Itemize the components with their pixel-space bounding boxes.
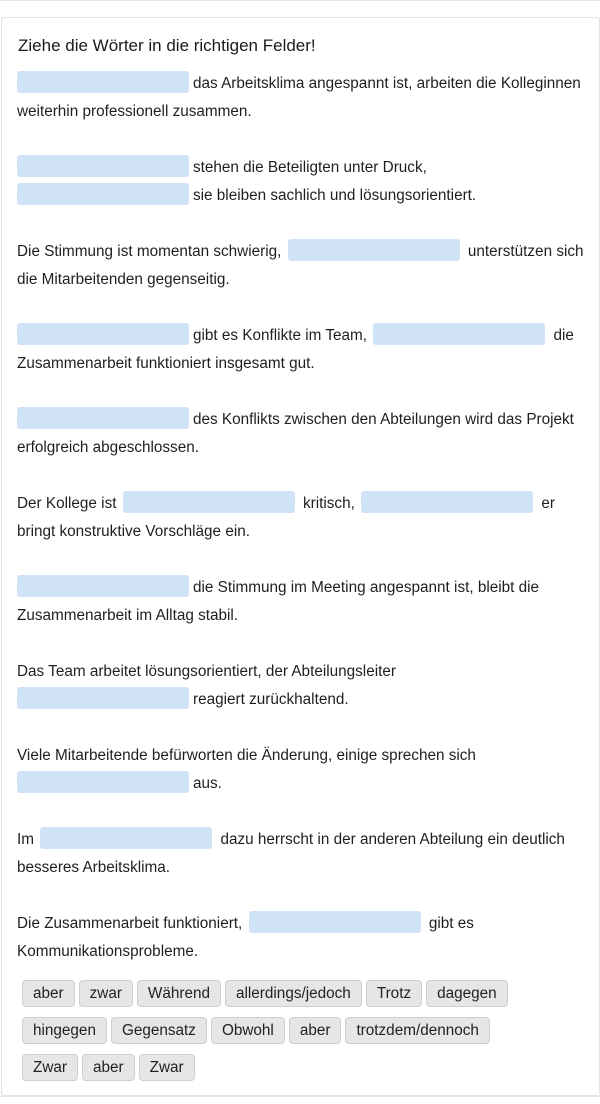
sentence-text: das Arbeitsklima angespannt ist, arbeiten die Kolleginnen weiterhin professionell zusammen. bbox=[17, 75, 581, 120]
word-chip[interactable]: trotzdem/dennoch bbox=[345, 1017, 489, 1044]
sentence-1 bbox=[17, 70, 587, 126]
drop-zone-4[interactable] bbox=[288, 239, 460, 261]
drop-zone-11[interactable] bbox=[17, 687, 189, 709]
sentence-text: die Stimmung im Meeting angespannt ist, bleibt die Zusammenarbeit im Alltag stabil. bbox=[17, 579, 540, 624]
sentence-text: Das Team arbeitet lösungsorientiert, der Abteilungsleiter bbox=[17, 663, 396, 680]
sentence-8 bbox=[17, 658, 587, 714]
word-chip[interactable]: hingegen bbox=[22, 1017, 107, 1044]
drop-zone-10[interactable] bbox=[17, 575, 189, 597]
sentence-text: Der Kollege ist bbox=[17, 495, 117, 512]
sentence-text: Viele Mitarbeitende befürworten die Änderung, einige sprechen sich bbox=[17, 747, 476, 764]
drop-zone-5[interactable] bbox=[17, 323, 189, 345]
word-chip[interactable]: allerdings/jedoch bbox=[225, 980, 362, 1007]
drop-zone-13[interactable] bbox=[40, 827, 212, 849]
sentence-text: kritisch, bbox=[302, 495, 355, 512]
word-chip[interactable]: Gegensatz bbox=[111, 1017, 207, 1044]
sentence-4 bbox=[17, 322, 587, 378]
sentence-6 bbox=[17, 490, 587, 546]
drop-zone-1[interactable] bbox=[17, 71, 189, 93]
sentence-list bbox=[17, 70, 587, 994]
word-chip[interactable]: aber bbox=[82, 1054, 135, 1081]
sentence-text: reagiert zurückhaltend. bbox=[193, 691, 349, 708]
sentence-text: sie bleiben sachlich und lösungsorientiert. bbox=[193, 187, 477, 204]
sentence-text: die Zusammenarbeit funktioniert insgesamt gut. bbox=[17, 327, 574, 372]
sentence-text: stehen die Beteiligten unter Druck, bbox=[193, 159, 427, 176]
drop-zone-7[interactable] bbox=[17, 407, 189, 429]
drop-zone-12[interactable] bbox=[17, 771, 189, 793]
drop-zone-6[interactable] bbox=[373, 323, 545, 345]
sentence-11 bbox=[17, 910, 587, 966]
sentence-7 bbox=[17, 574, 587, 630]
sentence-text: des Konflikts zwischen den Abteilungen wird das Projekt erfolgreich abgeschlossen. bbox=[17, 411, 574, 456]
drop-zone-8[interactable] bbox=[123, 491, 295, 513]
word-chip[interactable]: Obwohl bbox=[211, 1017, 285, 1044]
sentence-text: Die Zusammenarbeit funktioniert, bbox=[17, 915, 243, 932]
sentence-text: er bringt konstruktive Vorschläge ein. bbox=[17, 495, 555, 540]
sentence-text: Im bbox=[17, 831, 34, 848]
word-chip[interactable]: Während bbox=[137, 980, 221, 1007]
drop-zone-9[interactable] bbox=[361, 491, 533, 513]
word-chip[interactable]: Zwar bbox=[139, 1054, 195, 1081]
drop-zone-2[interactable] bbox=[17, 155, 189, 177]
sentence-text: gibt es Konflikte im Team, bbox=[193, 327, 368, 344]
bottom-divider bbox=[0, 1096, 600, 1097]
sentence-3 bbox=[17, 238, 587, 294]
word-chip[interactable]: zwar bbox=[79, 980, 133, 1007]
drop-zone-3[interactable] bbox=[17, 183, 189, 205]
word-chip[interactable]: aber bbox=[22, 980, 75, 1007]
word-chip[interactable]: aber bbox=[289, 1017, 342, 1044]
word-chip[interactable]: Zwar bbox=[22, 1054, 78, 1081]
sentence-text: dazu herrscht in der anderen Abteilung ein deutlich besseres Arbeitsklima. bbox=[17, 831, 565, 876]
sentence-10 bbox=[17, 826, 587, 882]
top-divider bbox=[0, 0, 600, 1]
word-chip[interactable]: Trotz bbox=[366, 980, 422, 1007]
sentence-text: aus. bbox=[193, 775, 222, 792]
word-chip[interactable]: dagegen bbox=[426, 980, 508, 1007]
word-bank bbox=[22, 980, 592, 1091]
sentence-text: Die Stimmung ist momentan schwierig, bbox=[17, 243, 282, 260]
exercise-title: Ziehe die Wörter in die richtigen Felder! bbox=[18, 36, 316, 55]
sentence-text: gibt es Kommunikationsprobleme. bbox=[17, 915, 474, 960]
sentence-5 bbox=[17, 406, 587, 462]
sentence-2 bbox=[17, 154, 587, 210]
sentence-9 bbox=[17, 742, 587, 798]
sentence-text: unterstützen sich die Mitarbeitenden gegenseitig. bbox=[17, 243, 584, 288]
drop-zone-14[interactable] bbox=[249, 911, 421, 933]
